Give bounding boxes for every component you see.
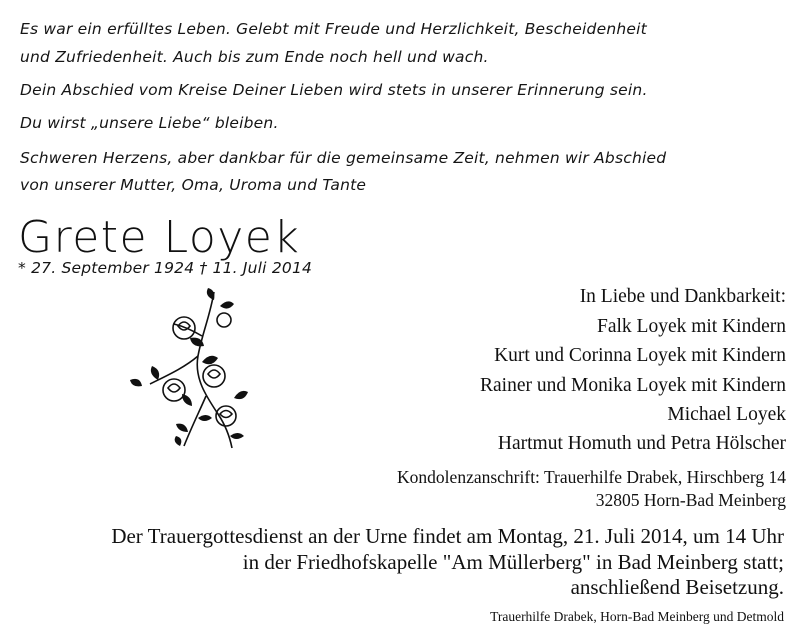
mourner-name: Michael Loyek — [667, 404, 786, 425]
intro-line-4: Du wirst „unsere Liebe“ bleiben. — [20, 114, 279, 132]
intro-line-2: und Zufriedenheit. Auch bis zum Ende noch hell und wach. — [20, 48, 489, 66]
roses-icon — [122, 286, 252, 451]
funeral-home-footer: Trauerhilfe Drabek, Horn-Bad Meinberg und Detmold — [490, 609, 784, 624]
service-line-1: Der Trauergottesdienst an der Urne findet am Montag, 21. Juli 2014, um 14 Uhr — [111, 524, 784, 548]
mourner-name: Hartmut Homuth und Petra Hölscher — [497, 433, 786, 454]
service-line-3: anschließend Beisetzung. — [570, 575, 784, 599]
condolence-address-line-2: 32805 Horn-Bad Meinberg — [595, 490, 786, 510]
deceased-name: Grete Loyek — [18, 212, 301, 263]
mourner-name: Falk Loyek mit Kindern — [596, 316, 786, 337]
intro-line-3: Dein Abschied vom Kreise Deiner Lieben wird stets in unserer Erinnerung sein. — [20, 81, 648, 99]
mourners-heading: In Liebe und Dankbarkeit: — [579, 286, 786, 307]
condolence-address-line-1: Kondolenzanschrift: Trauerhilfe Drabek, Hirschberg 14 — [397, 467, 786, 487]
intro-line-5: Schweren Herzens, aber dankbar für die gemeinsame Zeit, nehmen wir Abschied — [20, 149, 667, 167]
intro-line-1: Es war ein erfülltes Leben. Gelebt mit Freude und Herzlichkeit, Bescheidenheit — [20, 20, 647, 38]
deceased-dates: * 27. September 1924 † 11. Juli 2014 — [18, 259, 313, 277]
mourner-name: Kurt und Corinna Loyek mit Kindern — [494, 345, 786, 366]
mourner-name: Rainer und Monika Loyek mit Kindern — [480, 375, 786, 396]
intro-line-6: von unserer Mutter, Oma, Uroma und Tante — [20, 176, 367, 194]
service-line-2: in der Friedhofskapelle "Am Müllerberg" in Bad Meinberg statt; — [242, 550, 784, 574]
